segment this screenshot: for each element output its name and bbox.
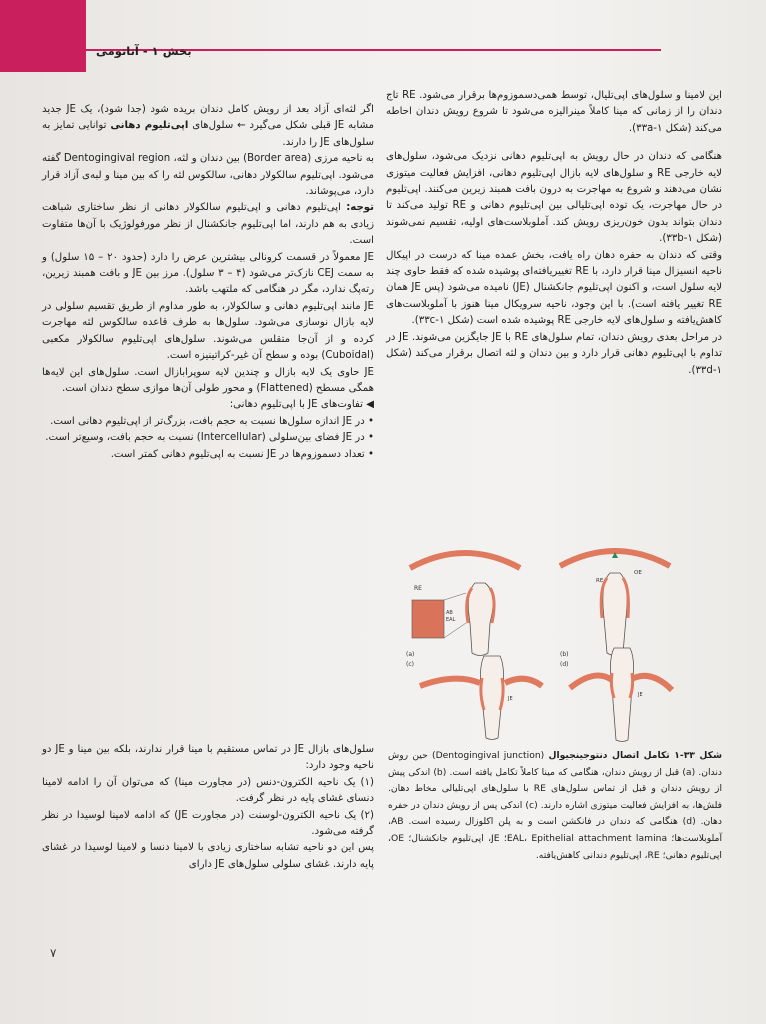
paragraph: سلول‌های بازال JE در تماس مستقیم با مینا قرار ندارند، بلکه بین مینا و JE دو ناحیه وجود دارد:: [42, 744, 374, 772]
fig-label-b: (b): [560, 651, 569, 658]
note-label: توجه:: [346, 202, 374, 214]
list-item: • تعداد دسموزوم‌ها در JE نسبت به اپی‌تلیوم دهانی کمتر است.: [110, 448, 374, 460]
oral-epithelium-arc: [410, 553, 520, 568]
chapter-tab: [0, 0, 86, 72]
paragraph: به ناحیه مرزی (Border area) بین دندان و لثه، Dentogingival region گفته می‌شود. اپی‌تلیوم سالکولار دهانی، سالکوس لثه را که بین مینا و لبه‌ی آزاد قرار دارد، می‌پوشاند.: [42, 153, 374, 198]
note-paragraph: توجه: اپی‌تلیوم دهانی و اپی‌تلیوم سالکولار دهانی از نظر ساختاری شباهت زیادی به هم دارند، اما اپی‌تلیوم جانکشنال از نظر مورفولوژیک با آن‌ها متفاوت است.: [42, 202, 374, 247]
right-column: [386, 88, 722, 379]
paragraph: هنگامی که دندان در حال رویش به اپی‌تلیوم دهانی نزدیک می‌شود، سلول‌های لایه خارجی RE و سلول‌های لایه بازال اپی‌تلیوم دهانی، افزایش فعالیت میتوزی نشان می‌دهند و شروع به مهاجرت به درون بافت همبند زیرین می‌کنند. اپی‌تلیوم در حال مهاجرت، یک توده اپی‌تلیالی بین اپی‌تلیوم دهانی و RE تولید می‌کند تا دندان بتواند بدون خون‌ریزی رویش کند. آملوبلاست‌های اولیه، تقسیم نمی‌شوند (شکل ۳۳b-۱).: [386, 151, 723, 245]
list-item: • در JE اندازه سلول‌ها نسبت به حجم بافت، بزرگ‌تر از اپی‌تلیوم دهانی است.: [50, 415, 374, 427]
paragraph: وقتی که دندان به حفره دهان راه یافت، بخش عمده مینا که درست در اپیکال ناحیه انسیزال مینا قرار دارد، با RE تغییریافته‌ای پوشیده شده که فقط حاوی چند لایه سلول است، و اکنون اپی‌تلیوم جانکشنال (JE) نامیده می‌شود (پس JE همان RE تغییر یافته است). با این وجود، ناحیه سرویکال مینا هنوز با آملوبلاست‌های کاهش‌یافته و سلول‌های لایه خارجی RE پوشیده شده است (شکل ۳۳c-۱).: [386, 249, 722, 327]
fig-label-je: JE: [508, 696, 513, 702]
figure-caption: [388, 748, 722, 864]
gingiva-right: [630, 676, 672, 690]
fig-label-eal: EAL: [446, 617, 456, 623]
running-header: بخش ۱ - آناتومی: [96, 44, 192, 58]
paragraph: اگر لثه‌ای آزاد بعد از رویش کامل دندان بریده شود (جدا شود)، یک JE جدید مشابه JE قبلی شکل می‌گیرد ← سلول‌های اپی‌تلیوم دهانی توانایی تمایز به سلول‌های JE را دارند.: [42, 104, 374, 148]
paragraph: این لامینا و سلول‌های اپی‌تلیال، توسط همی‌دسموزوم‌ها برقرار می‌شود. RE تاج دندان را از زمانی که مینا کاملاً مینرالیزه می‌شود تا شروع رویش دندان احاطه می‌کند (شکل ۳۳a-۱).: [386, 90, 722, 134]
tooth-a: [467, 583, 494, 656]
fig-label-re: RE: [414, 585, 422, 592]
bold-term: اپی‌تلیوم دهانی: [110, 120, 189, 132]
tooth-d: [610, 648, 633, 742]
left-column-bottom: [42, 742, 374, 873]
gingiva-right: [505, 679, 542, 686]
left-column: [42, 102, 374, 463]
paragraph: (۲) یک ناحیه الکترون-لوسنت (در مجاورت JE) که ادامه لامینا لوسیدا در نظر گرفته می‌شود.: [42, 809, 374, 838]
fig-label-a: (a): [406, 651, 415, 658]
inset-box: [412, 600, 444, 638]
gingiva-left: [570, 676, 612, 689]
paragraph: پس این دو ناحیه تشابه ساختاری زیادی با لامینا دنسا و لامینا لوسیدا در غشای پایه دارند. غشای سلولی سلول‌های JE دارای: [42, 842, 374, 870]
paragraph: (۱) یک ناحیه الکترون-دنس (در مجاورت مینا) که می‌توان آن را ادامه لامینا دنسای غشای پایه در نظر گرفت.: [42, 776, 374, 805]
caption-text: (Dentogingival junction) حین روش دندان. (a) قبل از رویش دندان، هنگامی که مینا کاملاً تکامل یافته است. (b) اندکی پیش از رویش دندان و قبل از تماس سلول‌های RE با سلول‌های اپی‌تلیالی مخاط دهان. فلش‌ها، به افزایش فعالیت میتوزی اشاره دارند. (c) اندکی پس از رویش دندان در حفره دهان. (d) هنگامی که دندان در فانکشن است و به پلن اکلوزال رسیده است. AB، آملوبلاست‌ها؛ EAL، Epithelial attachment lamina؛ JE، اپی‌تلیوم جانکشنال؛ OE، اپی‌تلیوم دهانی؛ RE، اپی‌تلیوم دندانی کاهش‌یافته.: [388, 750, 722, 861]
fig-label-ab: AB: [446, 610, 453, 616]
fig-label-d: (d): [560, 661, 569, 668]
fig-label-c: (c): [406, 661, 414, 668]
paragraph: JE معمولاً در قسمت کرونالی بیشترین عرض را دارد (حدود ۲۰ – ۱۵ سلول) و به سمت CEJ نازک‌تر می‌شود (۴ – ۳ سلول). مرز بین JE و بافت همبند زیرین، رته‌پگ ندارد، مگر در هنگامی که ملتهب باشد.: [42, 251, 375, 296]
caption-title: شکل ۳۳-۱ تکامل اتصال دنتوجینجیوال: [548, 750, 722, 761]
list-item: • در JE فضای بین‌سلولی (Intercellular) نسبت به حجم بافت، وسیع‌تر است.: [45, 432, 374, 444]
page-number: ۷: [50, 946, 57, 960]
paragraph: JE حاوی یک لایه بازال و چندین لایه سوپرابازال است. سلول‌های این لایه‌ها همگی مسطح (Flattened) و محور طولی آن‌ها موازی سطح دندان است.: [42, 366, 374, 394]
tooth-c: [480, 656, 503, 740]
tooth-b: [601, 552, 628, 656]
paragraph: در مراحل بعدی رویش دندان، تمام سلول‌های RE با JE جایگزین می‌شوند. JE در تداوم با اپی‌تلیوم دهانی قرار دارد و بین دندان و لثه اتصال برقرار می‌کند (شکل ۳۳d-۱).: [386, 331, 722, 376]
list-heading: ◀ تفاوت‌های JE با اپی‌تلیوم دهانی:: [229, 399, 374, 411]
fig-label-oe: OE: [634, 570, 642, 576]
fig-label-je: JE: [638, 692, 643, 698]
tooth-eruption-figure: [400, 538, 700, 743]
paragraph: JE مانند اپی‌تلیوم دهانی و سالکولار، به طور مداوم از طریق تقسیم سلولی در لایه بازال نوسازی می‌شود. سلول‌ها به طرف قاعده سالکوس لثه مهاجرت کرده و از آن‌جا متقلس می‌شوند. سلول‌های اپی‌تلیوم سالکولار مکعبی (Cuboidal) بوده و سطح آن غیر-کراتینیزه است.: [42, 300, 374, 362]
fig-label-re: RE: [596, 578, 604, 584]
gingiva-left: [420, 679, 480, 686]
